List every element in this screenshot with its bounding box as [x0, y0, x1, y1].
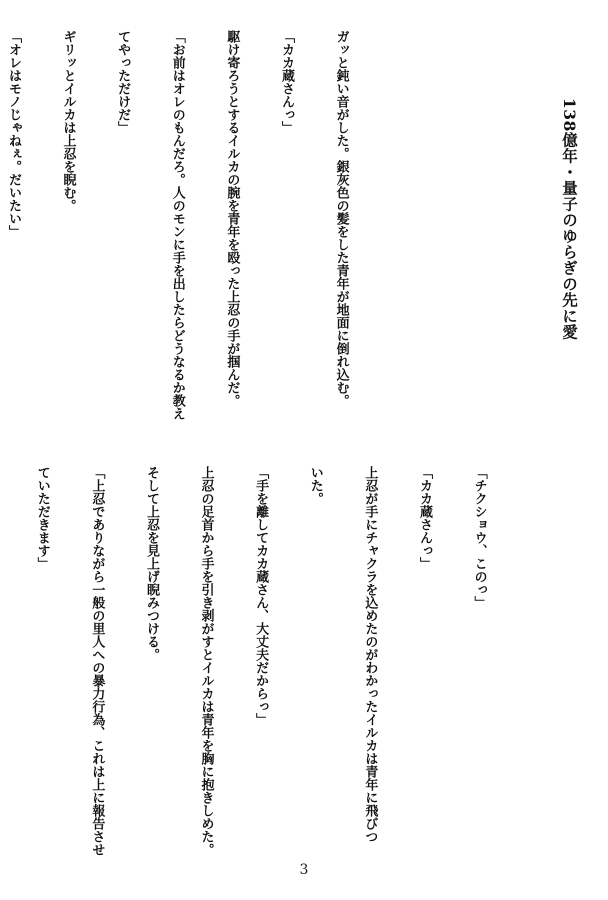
text-line: 「カカ蔵さんっ」 — [278, 30, 294, 134]
text-line: 上忍の足首から手を引き剥がすとイルカは青年を胸に抱きしめた。 — [198, 466, 214, 856]
text-line: てやっただけだ」 — [115, 30, 131, 134]
text-line: ていただきます」 — [34, 466, 50, 570]
upper-text-block — [0, 30, 386, 420]
text-line: 「カカ蔵さんっ」 — [416, 466, 432, 570]
text-line: そして上忍を見上げ睨みつける。 — [143, 466, 159, 661]
text-line: 「お前はオレのもんだろ。人のモンに手を出したらどうなるか教え — [169, 30, 185, 420]
text-line: 「手を離してカカ蔵さん、大丈夫だからっ」 — [253, 466, 269, 726]
text-line: いた。 — [307, 466, 323, 505]
text-line: ギリッとイルカは上忍を睨む。 — [60, 30, 76, 212]
text-line: 駆け寄ろうとするイルカの腕を青年を殴った上忍の手が掴んだ。 — [224, 30, 240, 407]
page-number: 3 — [299, 862, 309, 878]
text-line: 上忍が手にチャクラを込めたのがわかったイルカは青年に飛びつ — [362, 466, 378, 843]
text-line: 「オレはモノじゃねぇ。だいたい」 — [5, 30, 21, 238]
text-line: 「上忍でありながら一般の里人への暴力行為、これは上に報告させ — [89, 466, 105, 856]
text-line: ガッと鈍い音がした。銀灰色の髪をした青年が地面に倒れ込む。 — [333, 30, 349, 407]
text-line: 「チクショウ、このっ」 — [471, 466, 487, 609]
lower-text-block — [0, 466, 524, 856]
chapter-title: 138億年・量子のゆらぎの先に愛 — [560, 98, 579, 340]
